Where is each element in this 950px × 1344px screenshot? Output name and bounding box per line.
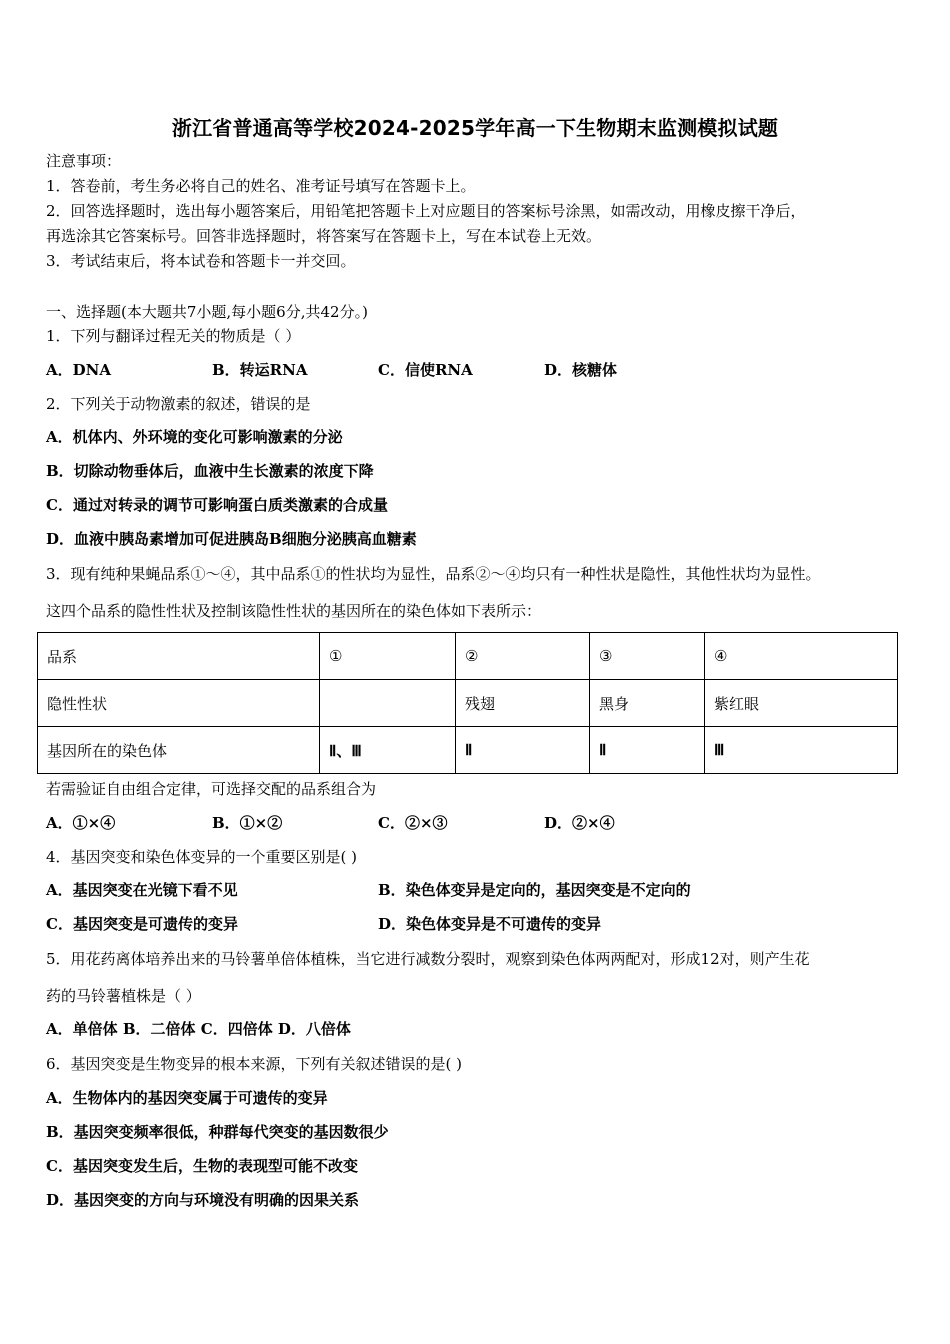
q6-stem: 6．基因突变是生物变异的根本来源，下列有关叙述错误的是( ) (46, 1055, 463, 1073)
table-cell: ① (320, 633, 456, 680)
table-cell: 隐性性状 (38, 680, 320, 727)
table-cell: 品系 (38, 633, 320, 680)
notice-item-1: 1．答卷前，考生务必将自己的姓名、准考证号填写在答题卡上。 (46, 177, 476, 195)
q4-option-c: C．基因突变是可遗传的变异 (46, 915, 238, 933)
notice-item-3: 3．考试结束后，将本试卷和答题卡一并交回。 (46, 252, 356, 270)
table-cell: Ⅱ、Ⅲ (320, 727, 456, 774)
table-cell: Ⅲ (705, 727, 898, 774)
table-row (38, 727, 898, 774)
q2-option-d: D．血液中胰岛素增加可促进胰岛B细胞分泌胰高血糖素 (46, 530, 417, 548)
q2-option-a: A．机体内、外环境的变化可影响激素的分泌 (46, 428, 343, 446)
section-heading: 一、选择题(本大题共7小题,每小题6分,共42分。) (46, 303, 368, 321)
q2-stem: 2．下列关于动物激素的叙述，错误的是 (46, 395, 311, 413)
q3-stem-3: 若需验证自由组合定律，可选择交配的品系组合为 (46, 780, 377, 798)
q1-option-a: A．DNA (46, 361, 111, 379)
q3-stem-1: 3．现有纯种果蝇品系①～④，其中品系①的性状均为显性，品系②～④均只有一种性状是隐性，其他性状均为显性。 (46, 565, 821, 583)
table-cell: 残翅 (456, 680, 590, 727)
q5-stem-1: 5．用花药离体培养出来的马铃薯单倍体植株，当它进行减数分裂时，观察到染色体两两配对，形成12对，则产生花 (46, 950, 810, 968)
table-cell (320, 680, 456, 727)
q3-option-c: C．②×③ (378, 814, 448, 832)
table-cell: 黑身 (590, 680, 705, 727)
table-row (38, 680, 898, 727)
table-cell: Ⅱ (590, 727, 705, 774)
q4-option-b: B．染色体变异是定向的，基因突变是不定向的 (378, 881, 691, 899)
notice-heading: 注意事项： (46, 152, 122, 170)
table-cell: 紫红眼 (705, 680, 898, 727)
q3-option-d: D．②×④ (544, 814, 615, 832)
q1-stem: 1．下列与翻译过程无关的物质是（ ） (46, 327, 301, 345)
q3-stem-2: 这四个品系的隐性性状及控制该隐性性状的基因所在的染色体如下表所示： (46, 602, 542, 620)
q2-option-b: B．切除动物垂体后，血液中生长激素的浓度下降 (46, 462, 374, 480)
table-cell: ④ (705, 633, 898, 680)
table-cell: ③ (590, 633, 705, 680)
q5-options: A．单倍体 B．二倍体 C．四倍体 D．八倍体 (46, 1020, 351, 1038)
q4-stem: 4．基因突变和染色体变异的一个重要区别是( ) (46, 848, 358, 866)
q4-option-d: D．染色体变异是不可遗传的变异 (378, 915, 602, 933)
q4-option-a: A．基因突变在光镜下看不见 (46, 881, 238, 899)
table-row (38, 633, 898, 680)
q2-option-c: C．通过对转录的调节可影响蛋白质类激素的合成量 (46, 496, 388, 514)
table-cell: ② (456, 633, 590, 680)
page-title: 浙江省普通高等学校2024-2025学年高一下生物期末监测模拟试题 (171, 116, 779, 140)
q6-option-b: B．基因突变频率很低，种群每代突变的基因数很少 (46, 1123, 389, 1141)
table-cell: Ⅱ (456, 727, 590, 774)
q3-option-a: A．①×④ (46, 814, 116, 832)
q5-stem-2: 药的马铃薯植株是（ ） (46, 987, 201, 1005)
notice-item-2b: 再选涂其它答案标号。回答非选择题时，将答案写在答题卡上，写在本试卷上无效。 (46, 227, 602, 245)
notice-item-2a: 2．回答选择题时，选出每小题答案后，用铅笔把答题卡上对应题目的答案标号涂黑，如需改动，用橡皮擦干净后， (46, 202, 806, 220)
q6-option-c: C．基因突变发生后，生物的表现型可能不改变 (46, 1157, 358, 1175)
q3-option-b: B．①×② (212, 814, 283, 832)
strain-table (37, 632, 898, 774)
q1-option-d: D．核糖体 (544, 361, 618, 379)
q1-option-b: B．转运RNA (212, 361, 308, 379)
table-cell: 基因所在的染色体 (38, 727, 320, 774)
q6-option-d: D．基因突变的方向与环境没有明确的因果关系 (46, 1191, 360, 1209)
q1-option-c: C．信使RNA (378, 361, 473, 379)
q6-option-a: A．生物体内的基因突变属于可遗传的变异 (46, 1089, 328, 1107)
